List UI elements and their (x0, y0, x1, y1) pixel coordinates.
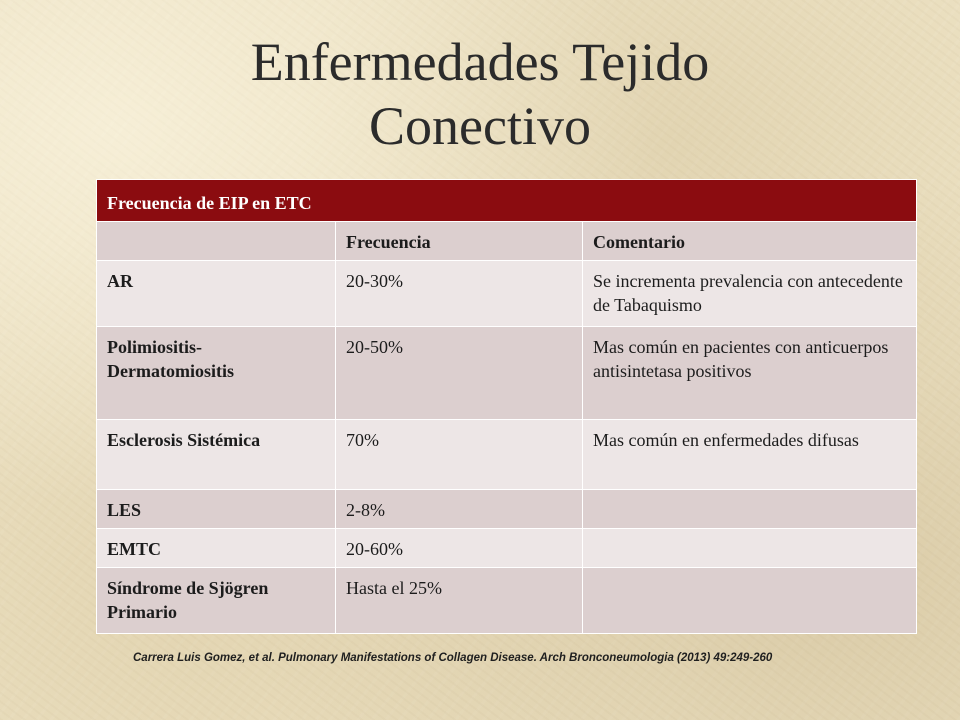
table-row (97, 327, 917, 420)
title-line-1: Enfermedades Tejido (250, 32, 710, 92)
table-row (97, 420, 917, 490)
row-frequency: 20-60% (336, 529, 583, 568)
row-comment: Se incrementa prevalencia con antecedente de Tabaquismo (583, 261, 917, 327)
header-comment: Comentario (583, 222, 917, 261)
table-banner: Frecuencia de EIP en ETC (97, 180, 917, 222)
row-frequency: 20-30% (336, 261, 583, 327)
row-comment (583, 529, 917, 568)
frequency-table (96, 179, 917, 634)
row-disease: Síndrome de Sjögren Primario (97, 568, 336, 634)
table-banner-row (97, 180, 917, 222)
header-empty (97, 222, 336, 261)
row-frequency: 70% (336, 420, 583, 490)
row-disease: EMTC (97, 529, 336, 568)
citation: Carrera Luis Gomez, et al. Pulmonary Manifestations of Collagen Disease. Arch Bronconeumologia (2013) 49:249-260 (133, 652, 773, 664)
row-disease: AR (97, 261, 336, 327)
row-comment: Mas común en enfermedades difusas (583, 420, 917, 490)
title-line-2: Conectivo (369, 96, 591, 156)
table-row (97, 490, 917, 529)
row-frequency: 20-50% (336, 327, 583, 420)
table-row (97, 261, 917, 327)
slide-title (150, 30, 810, 158)
row-comment: Mas común en pacientes con anticuerpos antisintetasa positivos (583, 327, 917, 420)
row-disease: Polimiositis-Dermatomiositis (97, 327, 336, 420)
table-row (97, 568, 917, 634)
row-disease: Esclerosis Sistémica (97, 420, 336, 490)
table-row (97, 529, 917, 568)
row-frequency: 2-8% (336, 490, 583, 529)
row-frequency: Hasta el 25% (336, 568, 583, 634)
row-comment (583, 490, 917, 529)
row-comment (583, 568, 917, 634)
row-disease: LES (97, 490, 336, 529)
header-frequency: Frecuencia (336, 222, 583, 261)
table-header-row (97, 222, 917, 261)
